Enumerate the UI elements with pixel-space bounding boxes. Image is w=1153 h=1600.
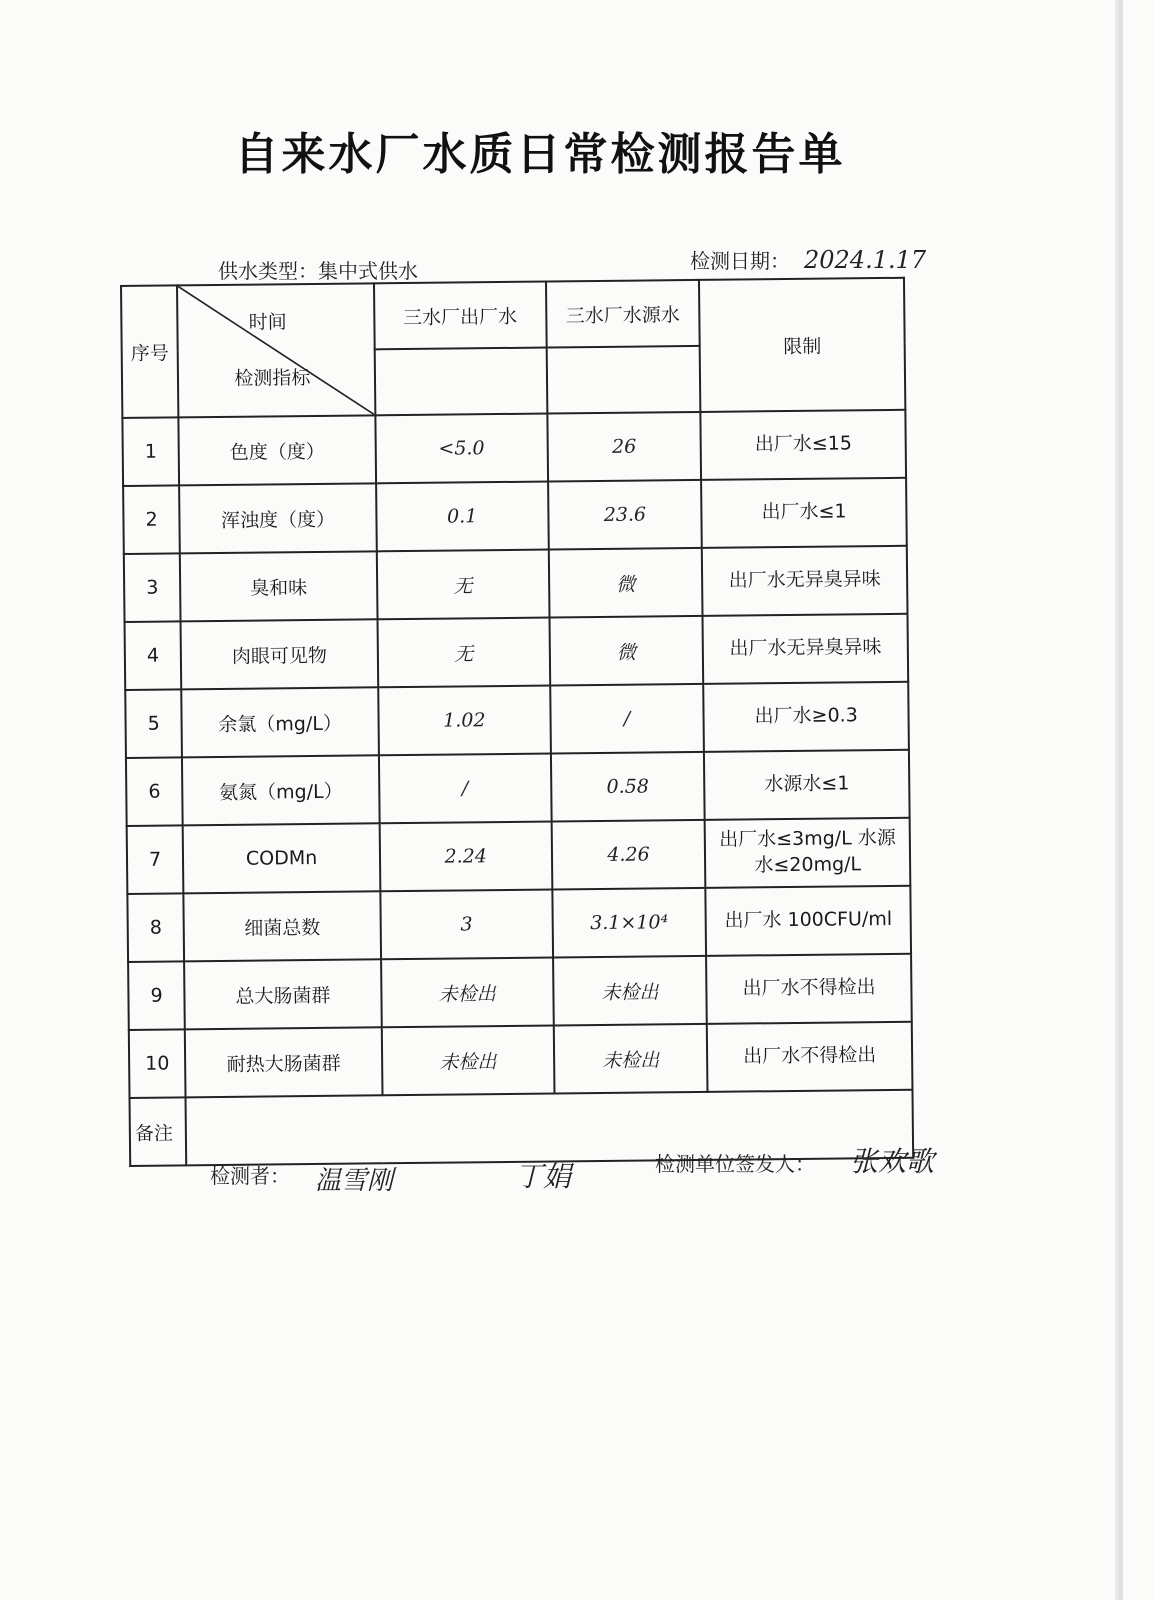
row-indicator: 细菌总数 [184,891,381,961]
row-value-source: 未检出 [553,956,707,1026]
col-b-empty-subheader [546,346,700,414]
row-value-outlet: 0.1 [376,482,549,552]
row-value-source: 3.1×10⁴ [552,888,706,958]
row-limit: 出厂水≤1 [701,478,906,548]
row-value-source: / [550,684,704,754]
row-no: 9 [128,961,185,1030]
row-value-outlet: 无 [377,618,550,688]
page-title: 自来水厂水质日常检测报告单 [234,129,846,180]
row-no: 5 [125,689,182,758]
col-header-plant-outlet: 三水厂出厂水 [374,282,547,350]
diagonal-header [177,283,375,417]
table-row [125,682,909,758]
row-value-source: 未检出 [554,1024,708,1094]
test-date-label: 检测日期： [690,249,790,273]
table-row [128,954,912,1030]
diag-header-time: 时间 [248,311,287,334]
row-limit: 出厂水≤15 [701,410,906,480]
table-row [127,886,911,962]
row-value-source: 26 [547,412,701,482]
row-no: 10 [129,1029,186,1098]
row-limit: 出厂水无异臭异味 [703,614,908,684]
row-indicator: 肉眼可见物 [181,619,378,689]
col-header-limit: 限制 [699,278,905,412]
row-indicator: CODMn [183,823,380,893]
row-limit: 水源水≤1 [704,750,909,820]
table-row [122,410,906,486]
row-limit: 出厂水不得检出 [706,954,911,1024]
row-no: 8 [127,893,184,962]
table-row [123,478,907,554]
test-date [690,245,926,274]
row-value-source: 微 [549,616,703,686]
row-indicator: 浑浊度（度） [179,483,376,553]
test-date-value: 2024.1.17 [804,246,927,274]
row-limit: 出厂水 100CFU/ml [706,886,911,956]
supply-type-label: 供水类型： [218,259,318,283]
row-value-outlet: 无 [377,550,550,620]
row-indicator: 余氯（mg/L） [182,687,379,757]
inspector-signature-2: 丁娟 [515,1160,572,1193]
col-a-empty-subheader [374,348,547,416]
row-no: 4 [125,621,182,690]
row-value-source: 4.26 [551,820,705,890]
row-no: 2 [123,485,180,554]
table-row [127,818,911,894]
row-value-source: 23.6 [548,480,702,550]
table-row [129,1022,913,1098]
row-value-outlet: <5.0 [375,414,548,484]
inspector-signature-1: 温雪刚 [315,1166,394,1196]
row-indicator: 色度（度） [179,415,376,485]
row-indicator: 耐热大肠菌群 [185,1027,382,1097]
row-indicator: 氨氮（mg/L） [182,755,379,825]
report-table [120,277,914,1167]
row-limit: 出厂水≥0.3 [703,682,908,752]
row-value-outlet: 未检出 [381,958,554,1028]
table-row [124,546,908,622]
row-value-outlet: / [379,754,552,824]
row-no: 3 [124,553,181,622]
paper-edge-shadow [1115,0,1123,1600]
row-value-outlet: 2.24 [379,822,552,892]
supply-type-value: 集中式供水 [318,259,418,283]
seq-header: 序号 [121,285,179,418]
table-row [126,750,910,826]
row-no: 6 [126,757,183,826]
row-value-outlet: 1.02 [378,686,551,756]
table-row [125,614,909,690]
row-value-source: 0.58 [551,752,705,822]
row-no: 7 [127,825,184,894]
row-limit: 出厂水无异臭异味 [702,546,907,616]
diagonal-line [178,284,374,416]
issuer-label: 检测单位签发人： [655,1152,815,1176]
row-value-outlet: 3 [380,890,553,960]
issuer-signature: 张欢歌 [850,1145,935,1178]
row-indicator: 总大肠菌群 [184,959,381,1029]
remarks-label: 备注 [130,1097,187,1166]
row-limit: 出厂水不得检出 [707,1022,912,1092]
row-limit: 出厂水≤3mg/L 水源水≤20mg/L [705,818,910,888]
row-no: 1 [122,417,179,486]
row-value-source: 微 [549,548,703,618]
col-header-plant-source: 三水厂水源水 [546,280,700,348]
diag-header-indicator: 检测指标 [234,367,311,390]
supply-type [218,255,418,284]
row-value-outlet: 未检出 [382,1026,555,1096]
row-indicator: 臭和味 [180,551,377,621]
inspector-label: 检测者： [210,1164,290,1188]
